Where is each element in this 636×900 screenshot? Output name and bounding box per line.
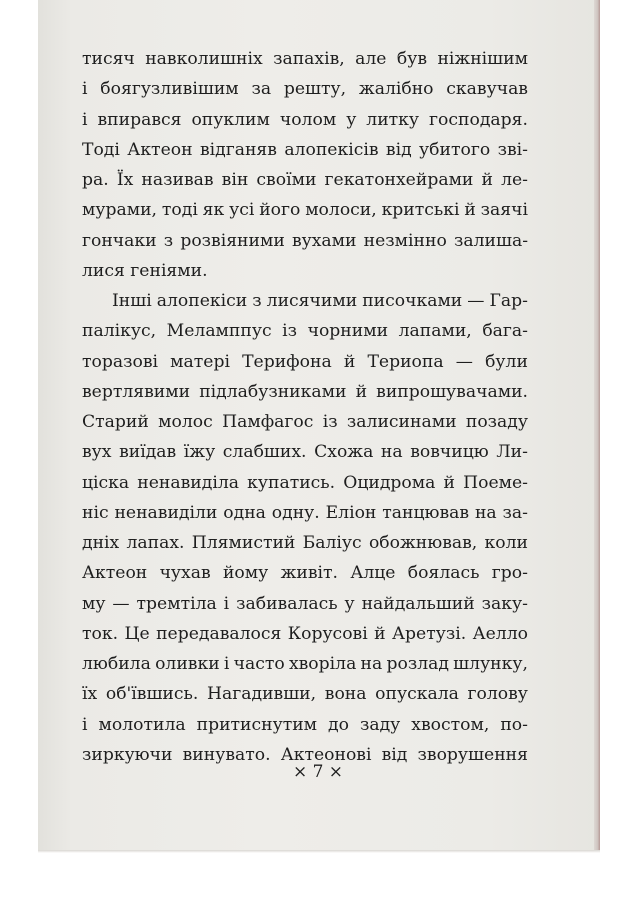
word: йому xyxy=(222,563,269,584)
word: опуклим xyxy=(191,109,270,130)
line-text: лися геніями. xyxy=(82,260,208,281)
word: решту, xyxy=(283,79,347,100)
word: молос xyxy=(158,412,213,432)
word: на xyxy=(474,502,497,523)
word: палікус, xyxy=(82,321,157,342)
word: бага- xyxy=(482,321,528,342)
word: любила xyxy=(82,654,151,674)
text-line xyxy=(82,165,528,195)
word: випрошувачами. xyxy=(376,381,528,402)
word: обожнював, xyxy=(368,533,478,553)
word: молоси, xyxy=(305,200,377,221)
word: Схожа xyxy=(314,442,374,463)
word: гончаки xyxy=(82,230,157,251)
text-line xyxy=(82,468,528,498)
word: за xyxy=(251,79,272,100)
text-line xyxy=(82,558,528,588)
word: від xyxy=(381,744,408,765)
word: чухав xyxy=(159,563,211,584)
text-line xyxy=(82,710,528,740)
word: Актеон xyxy=(127,139,193,160)
word: незмінно xyxy=(363,230,447,251)
word: об'ївшись. xyxy=(105,684,199,705)
word: хворіла xyxy=(288,654,357,674)
word: алопекіси xyxy=(156,291,248,311)
word: й xyxy=(443,472,455,493)
word: шлунку, xyxy=(453,654,528,674)
word: на xyxy=(380,442,403,463)
word: у xyxy=(344,593,355,614)
word: литку xyxy=(366,109,420,130)
text-line xyxy=(82,74,528,104)
word: вовчицю xyxy=(410,442,489,463)
word: були xyxy=(485,351,528,372)
word: був xyxy=(396,49,428,69)
word: його xyxy=(259,200,301,221)
page-number: × 7 × xyxy=(292,762,344,782)
word: у xyxy=(346,109,357,130)
word: му xyxy=(82,593,106,614)
word: найдальший xyxy=(361,593,475,614)
word: Баліус xyxy=(302,533,362,553)
word: винувато. xyxy=(182,744,271,765)
word: Поеме- xyxy=(463,472,528,493)
word: підлабузниками xyxy=(199,381,347,402)
word: лисячими xyxy=(266,291,358,311)
word: Тоді xyxy=(82,139,120,160)
word: скавучав xyxy=(446,79,528,100)
word: Їх xyxy=(116,170,134,190)
word: запахів, xyxy=(273,49,345,69)
word: Терифона xyxy=(242,351,332,372)
word: впирався xyxy=(97,109,182,130)
word: — xyxy=(112,593,130,614)
word: Актеонові xyxy=(280,744,372,765)
word: вухами xyxy=(291,230,357,251)
word: Алце xyxy=(350,563,396,584)
word: тисяч xyxy=(82,49,135,69)
text-line xyxy=(82,226,528,256)
word: торазові xyxy=(82,351,159,372)
word: ціска xyxy=(82,472,130,493)
word: одна xyxy=(223,502,266,523)
text-line xyxy=(82,498,528,528)
word: ніжнішим xyxy=(437,49,528,69)
word: залисинами xyxy=(346,412,457,432)
word: Меламппус xyxy=(166,321,272,342)
word: від xyxy=(385,139,412,160)
word: одну. xyxy=(271,502,320,523)
word: Актеон xyxy=(82,563,148,584)
word: лапами, xyxy=(398,321,472,342)
word: часто xyxy=(233,654,285,674)
word: голову xyxy=(467,684,528,705)
text-line xyxy=(82,135,528,165)
word: і xyxy=(223,654,230,674)
word: заячі xyxy=(480,200,528,221)
text-line xyxy=(82,44,528,74)
word: ніс xyxy=(82,502,109,523)
word: Териопа xyxy=(367,351,444,372)
word: Аелло xyxy=(472,623,528,644)
page-edge xyxy=(594,0,600,850)
word: але xyxy=(355,49,387,69)
word: і xyxy=(82,109,88,130)
text-line xyxy=(82,679,528,709)
word: ток. xyxy=(82,623,119,644)
word: Памфагос xyxy=(222,412,314,432)
text-line xyxy=(82,195,528,225)
word: вертлявими xyxy=(82,381,191,402)
word: їх xyxy=(82,684,98,705)
word: алопекісів xyxy=(284,139,379,160)
word: коли xyxy=(484,533,528,553)
word: ра. xyxy=(82,170,109,190)
word: розвіяними xyxy=(180,230,285,251)
word: дніх xyxy=(82,533,120,553)
word: він xyxy=(221,170,249,190)
text-line xyxy=(82,437,528,467)
word: Плямистий xyxy=(191,533,296,553)
text-line xyxy=(82,105,528,135)
word: відганяв xyxy=(199,139,277,160)
word: з xyxy=(252,291,262,311)
word: до xyxy=(328,714,349,735)
word: як xyxy=(202,200,225,221)
word: зиркуючи xyxy=(82,744,173,765)
word: Оцидрома xyxy=(343,472,436,493)
word: живіт. xyxy=(280,563,338,584)
word: своїми xyxy=(256,170,317,190)
word: заду xyxy=(359,714,401,735)
page-bottom-shadow xyxy=(38,850,600,853)
word: ненавиділи xyxy=(114,502,218,523)
word: господаря. xyxy=(429,109,528,130)
word: тоді xyxy=(161,200,198,221)
word: за- xyxy=(502,502,528,523)
word: Еліон xyxy=(325,502,377,523)
body-text xyxy=(82,44,528,770)
word: чолом xyxy=(279,109,337,130)
word: і xyxy=(82,714,88,735)
word: зві- xyxy=(497,139,528,160)
word: заку- xyxy=(481,593,528,614)
word: писочками xyxy=(362,291,463,311)
word: Аретузі. xyxy=(392,623,467,644)
text-line xyxy=(82,528,528,558)
word: навколишніх xyxy=(145,49,263,69)
word: критські xyxy=(381,200,460,221)
word: усі xyxy=(229,200,255,221)
word: — xyxy=(455,351,473,372)
text-line xyxy=(82,347,528,377)
word: і xyxy=(82,79,88,100)
word: вона xyxy=(324,684,367,705)
word: по- xyxy=(500,714,528,735)
word: зворушення xyxy=(417,744,528,765)
word: оливки xyxy=(155,654,220,674)
word: — xyxy=(467,291,485,311)
word: боялась xyxy=(407,563,480,584)
text-line xyxy=(82,619,528,649)
word: ненавиділа xyxy=(137,472,240,493)
word: й xyxy=(464,200,476,221)
word: боягузливішим xyxy=(100,79,239,100)
word: Гар- xyxy=(489,291,528,311)
word: розлад xyxy=(386,654,449,674)
text-line xyxy=(82,407,528,437)
word: й xyxy=(481,170,493,190)
word: ле- xyxy=(501,170,528,190)
word: передавалося xyxy=(156,623,282,644)
word: вух xyxy=(82,442,112,463)
word: молотила xyxy=(98,714,186,735)
word: мурами, xyxy=(82,200,158,221)
text-line xyxy=(82,256,528,286)
word: називав xyxy=(141,170,214,190)
word: опускала xyxy=(375,684,459,705)
text-line xyxy=(82,316,528,346)
text-line xyxy=(82,589,528,619)
word: гро- xyxy=(491,563,528,584)
word: залиша- xyxy=(453,230,528,251)
text-line xyxy=(82,286,528,316)
word: Це xyxy=(124,623,150,644)
word: і xyxy=(223,593,230,614)
text-line xyxy=(82,377,528,407)
word: купатись. xyxy=(247,472,336,493)
word: забивалась xyxy=(236,593,338,614)
word: матері xyxy=(170,351,230,372)
word: й xyxy=(355,381,368,402)
word: Інші xyxy=(112,291,152,311)
word: притиснутим xyxy=(196,714,318,735)
word: позаду xyxy=(465,412,528,432)
word: Старий xyxy=(82,412,149,432)
word: із xyxy=(322,412,338,432)
word: хвостом, xyxy=(411,714,490,735)
word: Ли- xyxy=(496,442,528,463)
word: гекатонхейрами xyxy=(324,170,474,190)
word: жалібно xyxy=(358,79,434,100)
word: чорними xyxy=(307,321,389,342)
word: й xyxy=(343,351,356,372)
word: із xyxy=(282,321,298,342)
word: убитого xyxy=(419,139,491,160)
word: танцював xyxy=(382,502,470,523)
word: й xyxy=(374,623,386,644)
word: Корусові xyxy=(287,623,368,644)
word: Нагадивши, xyxy=(207,684,317,705)
word: виїдав xyxy=(119,442,177,463)
text-line xyxy=(82,649,528,679)
word: тремтіла xyxy=(136,593,217,614)
word: з xyxy=(163,230,174,251)
word: на xyxy=(360,654,383,674)
word: слабших. xyxy=(222,442,307,463)
word: їжу xyxy=(183,442,216,463)
word: лапах. xyxy=(126,533,185,553)
